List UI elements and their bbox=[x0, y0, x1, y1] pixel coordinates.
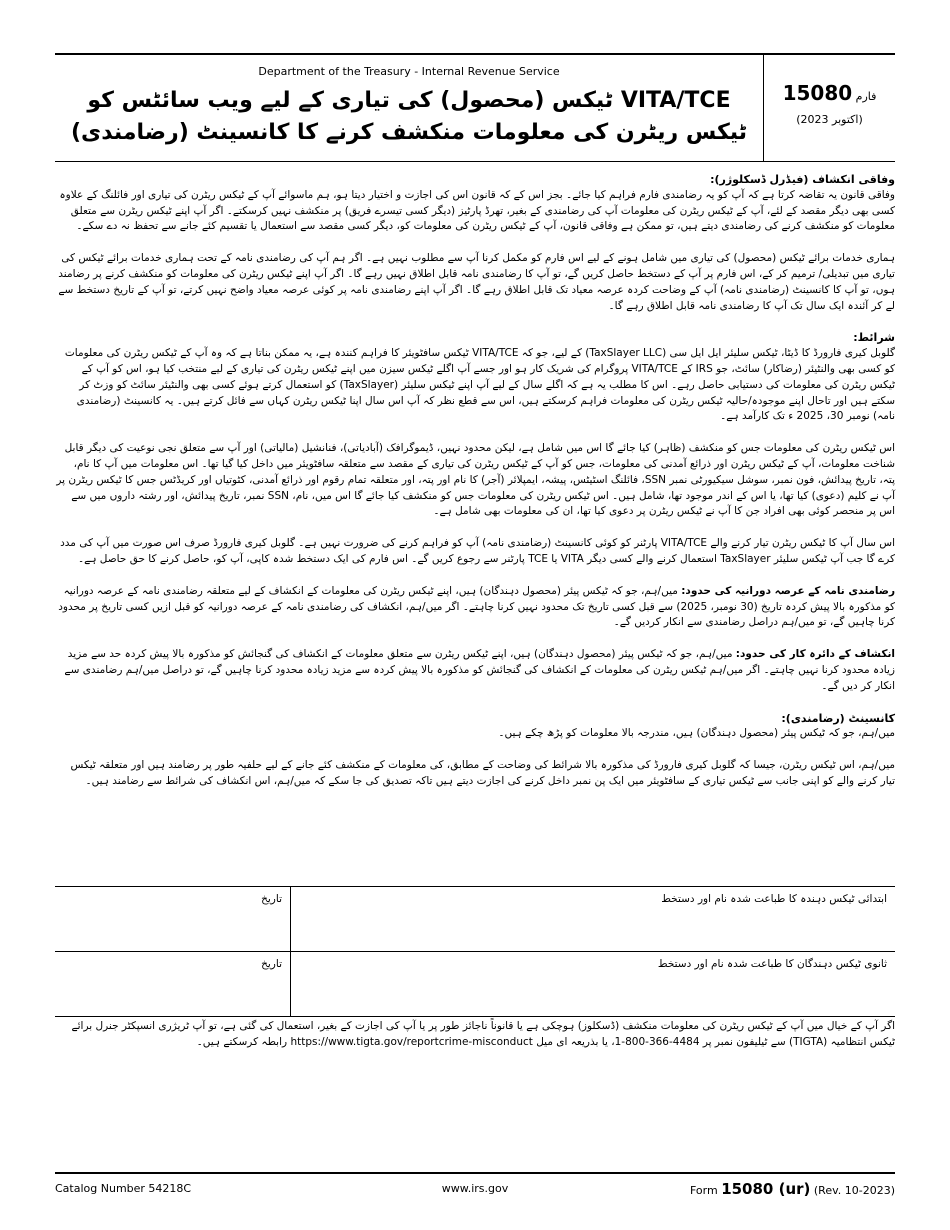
form-header bbox=[55, 55, 895, 162]
irs-website: www.irs.gov bbox=[441, 1182, 509, 1195]
consent-heading: کانسینٹ (رضامندی): bbox=[781, 711, 895, 725]
scope-limits-paragraph bbox=[55, 647, 895, 694]
form-date: (اکتوبر 2023) bbox=[796, 113, 863, 126]
form-footer bbox=[55, 1172, 895, 1196]
tigta-reporting-note: اگر آپ کے خیال میں آپ کے ٹیکس ریٹرن کی معلومات منکشف (ڈسکلوز) ہوچکی ہے یا قانوناً ناجائز طور پر یا آپ کی اجازت کے بغیر، استعمال کی گئی ہے، تو آپ ٹریژری انسپکٹر جنرل برائے ٹیکس انتظامیہ (TIGTA) سے ٹیلیفون نمبر پر 4484-366-800-1، یا بذریعہ ای میل https://www.tigta.gov/reportcrime-misconduct رابطہ کرسکتے ہیں۔ bbox=[71, 1020, 895, 1048]
duration-limits-paragraph bbox=[55, 584, 895, 631]
primary-date-label: تاریخ bbox=[261, 893, 282, 905]
scope-limits-heading: انکشاف کے دائرہ کار کی حدود: bbox=[735, 648, 895, 661]
secondary-signature-row bbox=[55, 952, 895, 1017]
form-number-block bbox=[764, 55, 895, 161]
federal-disclosure-heading: وفاقی انکشاف (فیڈرل ڈسکلوژر): bbox=[710, 173, 895, 186]
form-number bbox=[764, 81, 895, 105]
duration-limits-text: میں/ہم، جو کہ ٹیکس پیئر (محصول دہندگان) ہیں، اپنے ٹیکس ریٹرن کی معلومات کے انکشاف کے لیے متعلقہ رضامندی نامہ کے عرصہ دورانیہ کو مذکورہ بالا پیش کردہ تاریخ (30 نومبر، 2025) سے قبل کسی تاریخ تک محدود نہیں کرنا چاہتے۔ اگر میں/ہم، انکشاف کی رضامندی نامہ کے عرصہ دورانیہ کو قبل ازیں کسی تاریخ پر محدود کرنا چاہیں گے، تو میں/ہم دراصل رضامندی سے انکار کردیں گے۔ bbox=[58, 584, 895, 629]
form-title: VITA/TCE ٹیکس (محصول) کی تیاری کے لیے ویب سائٹس کو ٹیکس ریٹرن کی معلومات منکشف کرنے کا کانسینٹ (رضامندی) bbox=[70, 88, 748, 145]
primary-signature-row bbox=[55, 887, 895, 952]
consent-paragraph-1: میں/ہم، جو کہ ٹیکس پیئر (محصول دہندگان) ہیں، مندرجہ بالا معلومات کو پڑھ چکے ہیں۔ bbox=[498, 727, 895, 740]
primary-signature-field[interactable] bbox=[290, 887, 895, 951]
secondary-signature-label: ثانوی ٹیکس دہندگان کا طباعت شدہ نام اور دستخط bbox=[657, 958, 887, 970]
terms-paragraph-1: گلوبل کیری فارورڈ کا ڈیٹا، ٹیکس سلیئر ایل ایل سی (TaxSlayer LLC) کے لیے، جو کہ VITA/TCE ٹیکس سافٹویئر کا فراہم کنندہ ہے، یہ ممکن بناتا ہے کہ وہ آپ کے ٹیکس ریٹرن کی معلومات کو کسی بھی والنٹیئر (رضاکار) سائٹ، جو IRS کے VITA/TCE پروگرام کی شریک کار ہو اور جسے آپ اگلے ٹیکس سیزن میں اپنے ٹیکس ریٹرن کی تیاری کے لیے منتخب کیا ہو، اس کو آپ کے ٹیکس ریٹرن کی معلومات کی دستیابی حاصل رہے۔ اس کا مطلب یہ ہے کہ اگلے سال کے لیے آپ اپنے ٹیکس سلیئر (TaxSlayer) کو استعمال کرتے ہوئے کسی بھی والنٹیئر سائٹ کو وزٹ کر سکتے ہیں اور تاحال اپنے موجودہ/حالیہ ٹیکس ریٹرن کی معلومات فراہم کرسکتے ہیں، اس سے قطع نظر کہ آپ اس سال اپنا ٹیکس ریٹرن کہاں سے فائل کرتے ہیں۔ یہ کانسینٹ (رضامندی نامہ) نومبر 30، 2025 ء تک کارآمد ہے۔ bbox=[64, 347, 895, 423]
form-body bbox=[55, 172, 895, 806]
form-prefix: Form bbox=[689, 1184, 718, 1197]
secondary-date-label: تاریخ bbox=[261, 958, 282, 970]
secondary-signature-field[interactable] bbox=[290, 952, 895, 1016]
scope-limits-text: میں/ہم، جو کہ ٹیکس پیئر (محصول دہندگان) ہیں، اپنے ٹیکس ریٹرن سے متعلق معلومات کے انکشاف کی گنجائش کو مذکورہ بالا پیش کردہ حد سے مزید زیادہ محدود کرنا نہیں چاہتے۔ اگر میں/ہم ٹیکس ریٹرن کی معلومات کے انکشاف کی گنجائش کو مذکورہ بالا پیش کردہ سے مزید زیادہ محدود کرنا چاہیں گے، تو دراصل میں/ہم رضامندی سے انکار کر دیں گے۔ bbox=[64, 648, 895, 692]
catalog-number: Catalog Number 54218C bbox=[55, 1182, 192, 1195]
header-title-block bbox=[55, 55, 764, 161]
footer-form-id: 15080 (ur) bbox=[721, 1180, 811, 1198]
form-revision-info bbox=[690, 1180, 895, 1198]
terms-paragraph-2: اس ٹیکس ریٹرن کی معلومات جس کو منکشف (ظاہر) کیا جائے گا اس میں شامل ہے، لیکن محدود نہیں، ڈیموگرافک (آبادیاتی)، فنانشیل (مالیاتی) اور آپ سے متعلق نجی نوعیت کی دیگر قابل شناخت معلومات، آپ کے ٹیکس ریٹرن اور ذرائع آمدنی کی معلومات، جس کو آپ کے ٹیکس ریٹرن کی تیاری کے مقصد سے متعلقہ سافٹویئر میں داخل کیا گیا تھا۔ اس معلومات میں آپ کا نام، پتہ، تاریخ پیدائش، فون نمبر، سوشل سیکیورٹی نمبر SSN، فائلنگ اسٹیٹس، پیشہ، ایمپلائر (آجر) کا نام اور پتہ، اور متعلقہ تمام رقوم اور ذرائع آمدنی، کٹوتیاں اور کریڈٹس جس کا ٹیکس ریٹرن پر آپ نے کلیم (دعوی) کیا تھا، یا اس کے اندر موجود تھا، شامل ہیں۔ اس ٹیکس ریٹرن کی معلومات جس کو منکشف کیا جائے گا اس میں، نام، SSN نمبر، تاریخ پیدائش، اور رشتہ داروں میں سے اس پر منحصر کوئی بھی افراد جن کا آپ نے ٹیکس ریٹرن پر دعوی کیا تھا، ان کی معلومات بھی شامل ہے۔ bbox=[56, 442, 895, 518]
consent-paragraph-2: میں/ہم، اس ٹیکس ریٹرن، جیسا کہ گلوبل کیری فارورڈ کی مذکورہ بالا شرائط کی وضاحت کے مطابق، کی معلومات کے منکشف کئے جانے کے لیے حلفیہ طور پر رضامند ہیں اور متعلقہ ٹیکس تیار کرنے والے کو اپنی جانب سے ٹیکس تیاری کے سافٹویئر میں ایک پن نمبر داخل کرنے کی اجازت دیتے ہیں تاکہ تصدیق کی جا سکے کہ میں/ہم، اس انکشاف کی شرائط سے رضامند ہیں۔ bbox=[70, 759, 895, 787]
primary-date-field[interactable] bbox=[55, 887, 290, 951]
form-number-label: فارم bbox=[855, 90, 877, 103]
duration-limits-heading: رضامندی نامہ کے عرصہ دورانیہ کی حدود: bbox=[681, 584, 895, 597]
form-page bbox=[55, 0, 895, 1230]
federal-disclosure-paragraph-1: وفاقی قانون یہ تقاضہ کرتا ہے کہ آپ کو یہ رضامندی فارم فراہم کیا جائے۔ بجز اس کے کہ قانون اس کی اجازت و اختیار دیتا ہو، ہم ماسوائے آپ کے ٹیکس ریٹرن کی تیاری اور فائلنگ کے علاوہ کسی بھی دیگر مقصد کے لئے، آپ کے ٹیکس ریٹرن کی معلومات آپ کی رضامندی کے بغیر، تھرڈ پارٹیز (دیگر کسی تیسرے فریق) پر منکشف نہیں کرسکتے۔ اگر آپ اپنے ٹیکس ریٹرن سے متعلق معلومات کو منکشف کرنے کی رضامندی دیتے ہیں، تو ممکن ہے وفاقی قانون، آپ کے ٹیکس ریٹرن کی معلومات کو، دیگر کسی مقصد سے استعمال یا تقسیم کئے جانے سے تحفظ نہ دے سکے۔ bbox=[59, 188, 895, 233]
terms-paragraph-3: اس سال آپ کا ٹیکس ریٹرن تیار کرنے والے VITA/TCE پارٹنر کو کوئی کانسینٹ (رضامندی نامہ) آپ کو فراہم کرنے کی ضرورت نہیں ہے۔ گلوبل کیری فارورڈ صرف اس صورت میں آپ کی مدد کرے گا جب آپ ٹیکس سلیئر TaxSlayer استعمال کرنے والے کسی دیگر VITA یا TCE پارٹنر سے رجوع کریں گے۔ اس فارم کی ایک دستخط شدہ کاپی، آپ کو، حاصل کرنے کا حق حاصل ہے۔ bbox=[60, 537, 895, 565]
terms-heading: شرائط: bbox=[853, 331, 895, 345]
secondary-date-field[interactable] bbox=[55, 952, 290, 1016]
primary-signature-label: ابتدائی ٹیکس دہندہ کا طباعت شدہ نام اور دستخط bbox=[661, 893, 887, 905]
department-name: Department of the Treasury - Internal Revenue Service bbox=[258, 65, 560, 78]
signature-table bbox=[55, 886, 895, 1017]
form-number-value: 15080 bbox=[782, 81, 853, 105]
form-revision: (Rev. 10-2023) bbox=[813, 1184, 895, 1197]
federal-disclosure-paragraph-2: ہماری خدمات برائے ٹیکس (محصول) کی تیاری میں شامل ہونے کے لیے اس فارم کو مکمل کرنا آپ سے مطلوب نہیں ہے۔ اگر ہم آپ کی رضامندی نامہ کے تحت ہماری خدمات برائے ٹیکس کی تیاری میں تبدیلی/ ترمیم کر کے، اس فارم پر آپ کے دستخط حاصل کریں گے، تو آپ کا رضامندی نامہ قابل اطلاق نہیں رہے گا۔ اگر آپ اپنے ٹیکس ریٹرن کی معلومات کو منکشف کرنے پر رضامند ہوں، تو آپ کا کانسینٹ (رضامندی نامہ) آپ کے وضاحت کردہ عرصہ معیاد تک قابل اطلاق رہے گا۔ اگر آپ اپنے رضامندی نامہ پر کوئی عرصہ معیاد واضح نہیں کرتے، تو آپ کے تاریخ دستخط سے لے کر آئندہ ایک سال تک آپ کا رضامندی نامہ قابل اطلاق رہے گا۔ bbox=[58, 252, 895, 312]
